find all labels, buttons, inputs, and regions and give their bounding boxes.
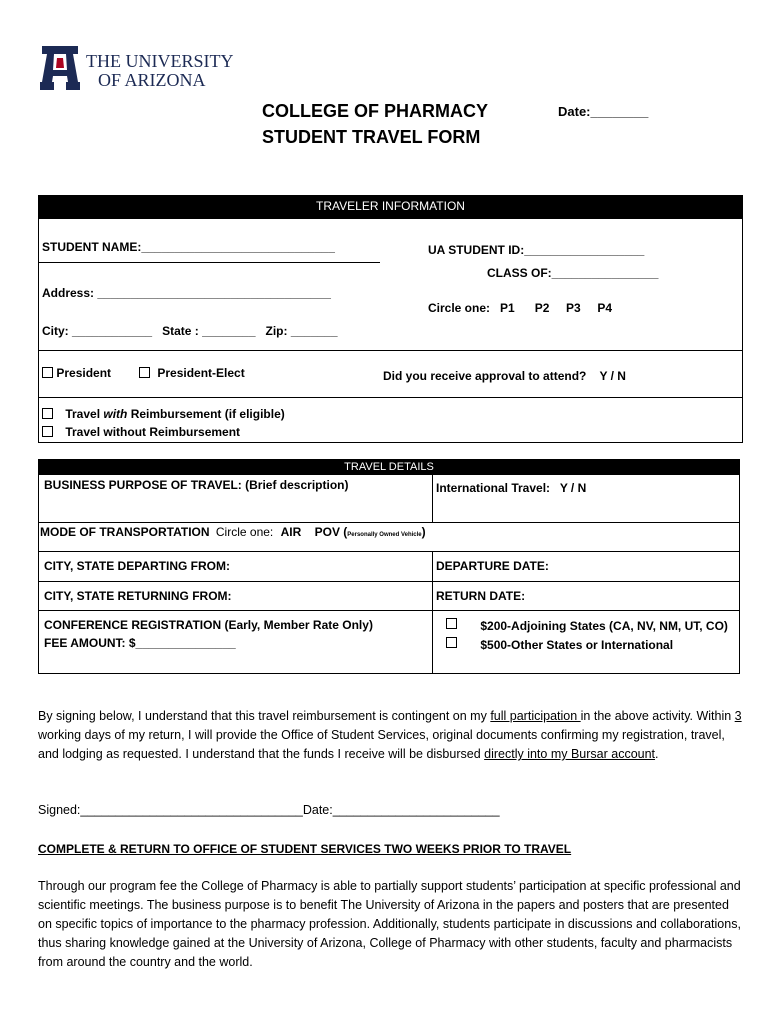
divider (38, 610, 740, 611)
university-name (86, 52, 233, 90)
full-participation: full participation (490, 709, 581, 723)
reimb-with: with (103, 407, 128, 421)
international-travel-question[interactable]: International Travel: Y / N (436, 481, 587, 495)
divider (38, 262, 380, 263)
form-title (262, 98, 488, 150)
agreement-p4: . (655, 747, 659, 761)
divider (38, 350, 743, 351)
form-title-line1: COLLEGE OF PHARMACY (262, 101, 489, 121)
return-date-field[interactable]: RETURN DATE: (436, 589, 526, 603)
city-state-zip-field[interactable]: City: ____________ State : ________ Zip: _______ (42, 324, 338, 338)
divider (432, 475, 433, 522)
mode-pov-note: Personally Owned Vehicle (347, 532, 422, 538)
president-elect-option[interactable] (139, 366, 245, 380)
returning-from-field[interactable]: CITY, STATE RETURNING FROM: (44, 589, 232, 603)
conference-registration: CONFERENCE REGISTRATION (Early, Member Rate Only) (44, 618, 373, 632)
university-line1: THE UNIVERSITY (86, 51, 234, 71)
no-reimbursement-option[interactable] (42, 425, 240, 439)
program-fee-paragraph (38, 877, 743, 972)
reimbursement-option[interactable] (42, 407, 285, 421)
signature-line[interactable]: Signed:________________________________Date:________________________ (38, 803, 500, 817)
form-title-line2: STUDENT TRAVEL FORM (262, 127, 481, 147)
divider (38, 522, 740, 523)
student-id-field[interactable]: UA STUDENT ID:__________________ (428, 243, 645, 257)
class-year-circle[interactable]: Circle one: P1 P2 P3 P4 (428, 301, 613, 315)
agreement-p1: By signing below, I understand that this travel reimbursement is contingent on my (38, 709, 491, 723)
address-field[interactable]: Address: ___________________________________ (42, 286, 331, 300)
return-notice: COMPLETE & RETURN TO OFFICE OF STUDENT SERVICES TWO WEEKS PRIOR TO TRAVEL (38, 842, 572, 856)
divider (38, 581, 740, 582)
fee-amount-field[interactable]: FEE AMOUNT: $_______________ (44, 636, 236, 650)
bursar-account: directly into my Bursar account (484, 747, 656, 761)
mode-circle: Circle one: (215, 525, 274, 539)
agreement-p3: working days of my return, I will provide the Office of Student Services, original documents confirming my registration, travel, and lodging as requested. I understand that the funds I receive will be disbursed (38, 728, 725, 761)
departing-from-field[interactable]: CITY, STATE DEPARTING FROM: (44, 559, 230, 573)
agreement-paragraph (38, 707, 743, 764)
divider (432, 551, 433, 674)
reimb-suffix: Reimbursement (if eligible) (127, 407, 285, 421)
agreement-text (38, 707, 743, 764)
mode-air[interactable]: AIR (280, 525, 302, 539)
divider (38, 397, 743, 398)
fee-500-label: $500-Other States or International (480, 638, 674, 652)
university-logo (40, 46, 80, 90)
president-checkbox[interactable] (42, 367, 53, 378)
president-option[interactable] (42, 366, 111, 380)
divider (38, 551, 740, 552)
president-elect-checkbox[interactable] (139, 367, 150, 378)
university-line2: OF ARIZONA (98, 70, 206, 90)
mode-of-transportation[interactable] (40, 525, 426, 539)
reimbursement-checkbox[interactable] (42, 408, 53, 419)
three-days: 3 (734, 709, 742, 723)
reimb-prefix: Travel (65, 407, 104, 421)
fee-200-checkbox[interactable] (446, 618, 457, 629)
president-elect-label: President-Elect (157, 366, 245, 380)
traveler-section-header: TRAVELER INFORMATION (38, 195, 743, 219)
mode-pov-close: ) (421, 525, 426, 539)
travel-section-header: TRAVEL DETAILS (38, 459, 740, 475)
student-name-field[interactable]: STUDENT NAME:_____________________________ (42, 240, 335, 254)
departure-date-field[interactable]: DEPARTURE DATE: (436, 559, 549, 573)
business-purpose-field[interactable]: BUSINESS PURPOSE OF TRAVEL: (Brief description) (44, 478, 349, 492)
program-fee-text: Through our program fee the College of Pharmacy is able to partially support students’ participation at specific professional and scientific meetings. The business purpose is to benefit The University of Arizona in the papers and posters that are presented on specific topics of importance to the pharmacy profession. Additionally, students participate in discussions and collaborations, thus sharing knowledge gained at the University of Arizona, College of Pharmacy with other students, faculty and pharmacists from around the country and the world. (38, 879, 741, 969)
approval-question[interactable]: Did you receive approval to attend? Y / N (383, 369, 626, 383)
fee-500-option[interactable] (446, 637, 673, 652)
no-reimbursement-checkbox[interactable] (42, 426, 53, 437)
president-label: President (56, 366, 112, 380)
agreement-p2: in the above activity. Within (580, 709, 735, 723)
fee-200-label: $200-Adjoining States (CA, NV, NM, UT, CO) (480, 619, 728, 633)
fee-500-checkbox[interactable] (446, 637, 457, 648)
class-of-field[interactable]: CLASS OF:________________ (487, 266, 659, 280)
no-reimbursement-label: Travel without Reimbursement (65, 425, 241, 439)
fee-200-option[interactable] (446, 618, 728, 633)
mode-pov[interactable]: POV ( (314, 525, 348, 539)
arizona-a-icon (40, 46, 80, 90)
date-field[interactable]: Date:________ (558, 104, 649, 119)
mode-label: MODE OF TRANSPORTATION (40, 525, 210, 539)
